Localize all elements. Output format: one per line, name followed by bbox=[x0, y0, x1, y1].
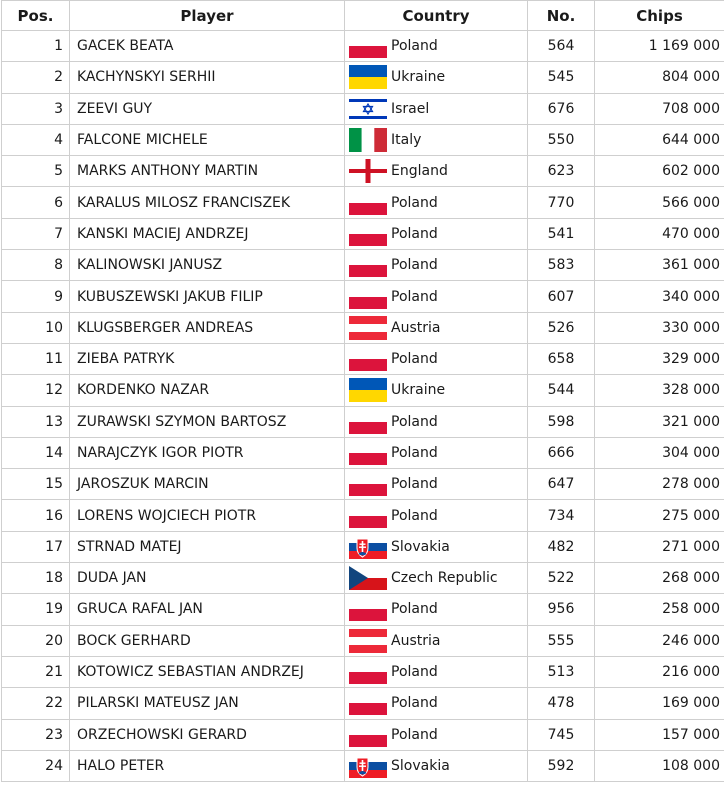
poland-flag-icon bbox=[349, 285, 387, 309]
poland-flag-icon bbox=[349, 222, 387, 246]
cell-country bbox=[345, 31, 528, 62]
country-name: Poland bbox=[391, 194, 438, 211]
table-row bbox=[2, 594, 724, 625]
cell-no: 770 bbox=[528, 187, 595, 218]
cell-country bbox=[345, 469, 528, 500]
country-name: Poland bbox=[391, 288, 438, 305]
country-name: Slovakia bbox=[391, 538, 450, 555]
poland-flag-icon bbox=[349, 660, 387, 684]
country-name: Poland bbox=[391, 726, 438, 743]
cell-pos: 3 bbox=[2, 93, 70, 124]
cell-player: FALCONE MICHELE bbox=[70, 124, 345, 155]
cell-no: 745 bbox=[528, 719, 595, 750]
cell-pos: 19 bbox=[2, 594, 70, 625]
country-name: Poland bbox=[391, 413, 438, 430]
cell-country bbox=[345, 688, 528, 719]
country-name: Poland bbox=[391, 695, 438, 712]
cell-no: 526 bbox=[528, 312, 595, 343]
cell-pos: 5 bbox=[2, 156, 70, 187]
cell-pos: 16 bbox=[2, 500, 70, 531]
cell-chips: 275 000 bbox=[595, 500, 724, 531]
table-row bbox=[2, 62, 724, 93]
cell-player: JAROSZUK MARCIN bbox=[70, 469, 345, 500]
cell-pos: 17 bbox=[2, 531, 70, 562]
cell-chips: 157 000 bbox=[595, 719, 724, 750]
cell-no: 583 bbox=[528, 250, 595, 281]
country-name: Austria bbox=[391, 319, 441, 336]
chip-count-table bbox=[1, 0, 724, 782]
cell-player: BOCK GERHARD bbox=[70, 625, 345, 656]
ukraine-flag-icon bbox=[349, 65, 387, 89]
cell-pos: 9 bbox=[2, 281, 70, 312]
cell-country bbox=[345, 250, 528, 281]
cell-country bbox=[345, 625, 528, 656]
cell-country bbox=[345, 156, 528, 187]
cell-pos: 2 bbox=[2, 62, 70, 93]
cell-country bbox=[345, 312, 528, 343]
country-name: Poland bbox=[391, 507, 438, 524]
country-name: England bbox=[391, 163, 448, 180]
cell-chips: 216 000 bbox=[595, 656, 724, 687]
cell-pos: 13 bbox=[2, 406, 70, 437]
country-name: Poland bbox=[391, 225, 438, 242]
cell-pos: 1 bbox=[2, 31, 70, 62]
cell-player: GACEK BEATA bbox=[70, 31, 345, 62]
cell-no: 478 bbox=[528, 688, 595, 719]
cell-chips: 340 000 bbox=[595, 281, 724, 312]
cell-pos: 10 bbox=[2, 312, 70, 343]
cell-player: ORZECHOWSKI GERARD bbox=[70, 719, 345, 750]
cell-no: 598 bbox=[528, 406, 595, 437]
header-pos[interactable]: Pos. bbox=[2, 1, 70, 31]
cell-player: GRUCA RAFAL JAN bbox=[70, 594, 345, 625]
table-row bbox=[2, 437, 724, 468]
cell-player: DUDA JAN bbox=[70, 563, 345, 594]
cell-pos: 12 bbox=[2, 375, 70, 406]
cell-pos: 14 bbox=[2, 437, 70, 468]
cell-player: KOTOWICZ SEBASTIAN ANDRZEJ bbox=[70, 656, 345, 687]
cell-country bbox=[345, 719, 528, 750]
country-name: Czech Republic bbox=[391, 570, 498, 587]
poland-flag-icon bbox=[349, 597, 387, 621]
country-name: Poland bbox=[391, 351, 438, 368]
table-row bbox=[2, 218, 724, 249]
cell-no: 544 bbox=[528, 375, 595, 406]
cell-chips: 644 000 bbox=[595, 124, 724, 155]
cell-chips: 602 000 bbox=[595, 156, 724, 187]
table-row bbox=[2, 124, 724, 155]
cell-pos: 4 bbox=[2, 124, 70, 155]
cell-no: 607 bbox=[528, 281, 595, 312]
cell-player: KACHYNSKYI SERHII bbox=[70, 62, 345, 93]
poland-flag-icon bbox=[349, 34, 387, 58]
cell-pos: 22 bbox=[2, 688, 70, 719]
cell-no: 545 bbox=[528, 62, 595, 93]
cell-country bbox=[345, 375, 528, 406]
ukraine-flag-icon bbox=[349, 378, 387, 402]
cell-pos: 11 bbox=[2, 343, 70, 374]
table-row bbox=[2, 375, 724, 406]
poland-flag-icon bbox=[349, 441, 387, 465]
cell-player: KANSKI MACIEJ ANDRZEJ bbox=[70, 218, 345, 249]
cell-chips: 361 000 bbox=[595, 250, 724, 281]
cell-chips: 246 000 bbox=[595, 625, 724, 656]
header-player[interactable]: Player bbox=[70, 1, 345, 31]
cell-chips: 330 000 bbox=[595, 312, 724, 343]
cell-pos: 7 bbox=[2, 218, 70, 249]
cell-player: ZIEBA PATRYK bbox=[70, 343, 345, 374]
country-name: Italy bbox=[391, 132, 422, 149]
country-name: Poland bbox=[391, 664, 438, 681]
cell-pos: 8 bbox=[2, 250, 70, 281]
cell-player: HALO PETER bbox=[70, 750, 345, 781]
cell-chips: 328 000 bbox=[595, 375, 724, 406]
cell-no: 541 bbox=[528, 218, 595, 249]
cell-no: 734 bbox=[528, 500, 595, 531]
cell-chips: 271 000 bbox=[595, 531, 724, 562]
header-chips[interactable]: Chips bbox=[595, 1, 724, 31]
country-name: Poland bbox=[391, 445, 438, 461]
table-row bbox=[2, 719, 724, 750]
austria-flag-icon bbox=[349, 316, 387, 340]
header-no[interactable]: No. bbox=[528, 1, 595, 31]
cell-country bbox=[345, 437, 528, 468]
table-row bbox=[2, 250, 724, 281]
table-row bbox=[2, 531, 724, 562]
table-row bbox=[2, 563, 724, 594]
cell-chips: 278 000 bbox=[595, 469, 724, 500]
cell-country bbox=[345, 531, 528, 562]
cell-chips: 329 000 bbox=[595, 343, 724, 374]
cell-no: 555 bbox=[528, 625, 595, 656]
cell-no: 666 bbox=[528, 437, 595, 468]
cell-country bbox=[345, 656, 528, 687]
cell-player: KARALUS MILOSZ FRANCISZEK bbox=[70, 187, 345, 218]
table-row bbox=[2, 500, 724, 531]
cell-pos: 24 bbox=[2, 750, 70, 781]
table-row bbox=[2, 656, 724, 687]
cell-player: NARAJCZYK IGOR PIOTR bbox=[70, 437, 345, 468]
cell-no: 956 bbox=[528, 594, 595, 625]
czech-flag-icon bbox=[349, 566, 387, 590]
italy-flag-icon bbox=[349, 128, 387, 152]
cell-chips: 169 000 bbox=[595, 688, 724, 719]
cell-no: 658 bbox=[528, 343, 595, 374]
cell-pos: 6 bbox=[2, 187, 70, 218]
country-name: Poland bbox=[391, 38, 438, 55]
country-name: Ukraine bbox=[391, 69, 446, 86]
cell-country bbox=[345, 500, 528, 531]
cell-no: 623 bbox=[528, 156, 595, 187]
cell-country bbox=[345, 124, 528, 155]
table-row bbox=[2, 312, 724, 343]
country-name: Poland bbox=[391, 476, 438, 493]
cell-no: 564 bbox=[528, 31, 595, 62]
cell-country bbox=[345, 187, 528, 218]
table-row bbox=[2, 93, 724, 124]
austria-flag-icon bbox=[349, 629, 387, 653]
cell-chips: 566 000 bbox=[595, 187, 724, 218]
cell-country bbox=[345, 406, 528, 437]
poland-flag-icon bbox=[349, 191, 387, 215]
cell-pos: 23 bbox=[2, 719, 70, 750]
header-country[interactable]: Country bbox=[345, 1, 528, 31]
cell-country bbox=[345, 218, 528, 249]
cell-chips: 321 000 bbox=[595, 406, 724, 437]
poland-flag-icon bbox=[349, 691, 387, 715]
cell-player: STRNAD MATEJ bbox=[70, 531, 345, 562]
table-row bbox=[2, 688, 724, 719]
table-row bbox=[2, 343, 724, 374]
poland-flag-icon bbox=[349, 253, 387, 277]
israel-flag-icon bbox=[349, 97, 387, 121]
cell-no: 513 bbox=[528, 656, 595, 687]
poland-flag-icon bbox=[349, 504, 387, 528]
cell-pos: 15 bbox=[2, 469, 70, 500]
cell-no: 522 bbox=[528, 563, 595, 594]
cell-no: 482 bbox=[528, 531, 595, 562]
cell-player: KALINOWSKI JANUSZ bbox=[70, 250, 345, 281]
table-header-row bbox=[2, 1, 724, 31]
cell-country bbox=[345, 281, 528, 312]
cell-player: ZEEVI GUY bbox=[70, 93, 345, 124]
cell-player: KUBUSZEWSKI JAKUB FILIP bbox=[70, 281, 345, 312]
table-row bbox=[2, 406, 724, 437]
cell-country bbox=[345, 343, 528, 374]
cell-chips: 268 000 bbox=[595, 563, 724, 594]
cell-country bbox=[345, 93, 528, 124]
table-row bbox=[2, 625, 724, 656]
cell-no: 592 bbox=[528, 750, 595, 781]
poland-flag-icon bbox=[349, 723, 387, 747]
cell-no: 550 bbox=[528, 124, 595, 155]
country-name: Slovakia bbox=[391, 757, 450, 774]
slovakia-flag-icon bbox=[349, 754, 387, 778]
cell-no: 676 bbox=[528, 93, 595, 124]
country-name: Austria bbox=[391, 632, 441, 649]
cell-chips: 1 169 000 bbox=[595, 31, 724, 62]
cell-chips: 108 000 bbox=[595, 750, 724, 781]
table-row bbox=[2, 469, 724, 500]
cell-player: KORDENKO NAZAR bbox=[70, 375, 345, 406]
poland-flag-icon bbox=[349, 472, 387, 496]
cell-chips: 258 000 bbox=[595, 594, 724, 625]
cell-pos: 18 bbox=[2, 563, 70, 594]
cell-pos: 21 bbox=[2, 656, 70, 687]
cell-chips: 708 000 bbox=[595, 93, 724, 124]
country-name: Israel bbox=[391, 100, 430, 117]
country-name: Ukraine bbox=[391, 382, 446, 399]
cell-pos: 20 bbox=[2, 625, 70, 656]
england-flag-icon bbox=[349, 159, 387, 183]
cell-no: 647 bbox=[528, 469, 595, 500]
poland-flag-icon bbox=[349, 410, 387, 434]
cell-country bbox=[345, 594, 528, 625]
table-row bbox=[2, 281, 724, 312]
cell-country bbox=[345, 62, 528, 93]
country-name: Poland bbox=[391, 257, 438, 274]
country-name: Poland bbox=[391, 601, 438, 618]
cell-chips: 470 000 bbox=[595, 218, 724, 249]
table-row bbox=[2, 187, 724, 218]
poland-flag-icon bbox=[349, 347, 387, 371]
cell-player: KLUGSBERGER ANDREAS bbox=[70, 312, 345, 343]
cell-chips: 804 000 bbox=[595, 62, 724, 93]
cell-player: MARKS ANTHONY MARTIN bbox=[70, 156, 345, 187]
table-row bbox=[2, 156, 724, 187]
cell-country bbox=[345, 750, 528, 781]
table-row bbox=[2, 31, 724, 62]
cell-player: PILARSKI MATEUSZ JAN bbox=[70, 688, 345, 719]
cell-player: ZURAWSKI SZYMON BARTOSZ bbox=[70, 406, 345, 437]
cell-player: LORENS WOJCIECH PIOTR bbox=[70, 500, 345, 531]
cell-chips: 304 000 bbox=[595, 437, 724, 468]
table-row bbox=[2, 750, 724, 781]
cell-country bbox=[345, 563, 528, 594]
slovakia-flag-icon bbox=[349, 535, 387, 559]
